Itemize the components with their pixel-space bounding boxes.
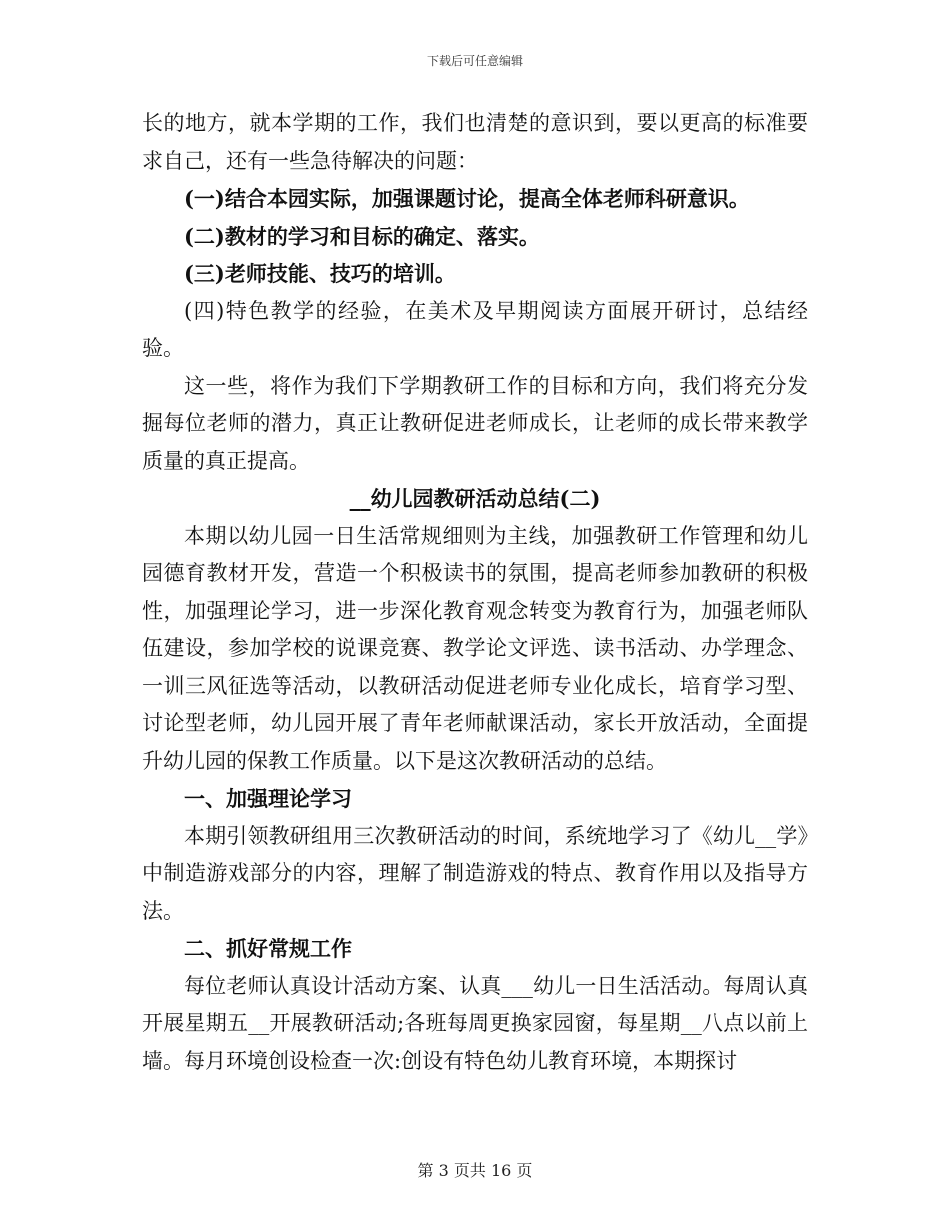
paragraph-routine-work: 每位老师认真设计活动方案、认真___幼儿一日生活活动。每周认真开展星期五__开展教研活动;各班每周更换家园窗，每星期__八点以前上墙。每月环境创设检查一次:创设有特色幼儿教育环境，本期探讨 [142, 973, 808, 1073]
paragraph-goals: 这一些，将作为我们下学期教研工作的目标和方向，我们将充分发掘每位老师的潜力，真正让教研促进老师成长，让老师的成长带来教学质量的真正提高。 [142, 373, 808, 473]
page-header: 下载后可任意编辑 [426, 54, 523, 68]
issue-item-2: (二)教材的学习和目标的确定、落实。 [184, 223, 540, 249]
paragraph-intro: 本期以幼儿园一日生活常规细则为主线，加强教研工作管理和幼儿园德育教材开发，营造一个积极读书的氛围，提高老师参加教研的积极性，加强理论学习，进一步深化教育观念转变为教育行为，加强老师队伍建设，参加学校的说课竞赛、教学论文评选、读书活动、办学理念、一训三风征选等活动，以教研活动促进老师专业化成长，培育学习型、讨论型老师，幼儿园开展了青年老师献课活动，家长开放活动，全面提升幼儿园的保教工作质量。以下是这次教研活动的总结。 [142, 523, 808, 773]
issue-item-3: (三)老师技能、技巧的培训。 [184, 261, 456, 286]
issue-item-4: (四)特色教学的经验，在美术及早期阅读方面展开研讨，总结经验。 [142, 298, 808, 360]
paragraph-continuation: 长的地方，就本学期的工作，我们也清楚的意识到，要以更高的标准要求自己，还有一些急待解决的问题： [142, 111, 808, 173]
paragraph-theory-study: 本期引领教研组用三次教研活动的时间，系统地学习了《幼儿__学》中制造游戏部分的内容，理解了制造游戏的特点、教育作用以及指导方法。 [142, 823, 808, 923]
heading-theory-study: 一、加强理论学习 [184, 786, 352, 811]
page-footer: 第 3 页共 16 页 [417, 1161, 533, 1180]
document-body [142, 105, 808, 1080]
heading-routine-work: 二、抓好常规工作 [184, 936, 352, 961]
issue-item-1: (一)结合本园实际，加强课题讨论，提高全体老师科研意识。 [184, 186, 750, 211]
section-title: __幼儿园教研活动总结(二) [349, 486, 601, 511]
